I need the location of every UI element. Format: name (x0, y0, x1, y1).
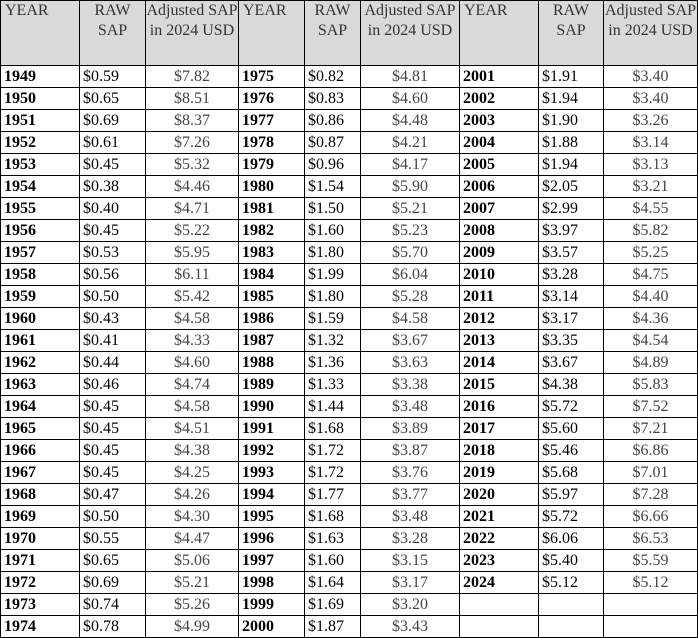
raw-sap-cell: $5.60 (539, 418, 604, 440)
year-cell: 1996 (239, 528, 305, 550)
header-adjusted-sap: Adjusted SAP in 2024 USD (361, 1, 460, 66)
raw-sap-cell: $3.57 (539, 242, 604, 264)
adjusted-sap-cell: $7.28 (604, 484, 698, 506)
raw-sap-cell: $0.78 (80, 616, 146, 638)
year-cell: 1966 (1, 440, 80, 462)
table-row (1, 616, 698, 638)
raw-sap-cell: $0.65 (80, 88, 146, 110)
raw-sap-cell: $0.45 (80, 154, 146, 176)
year-cell: 1963 (1, 374, 80, 396)
raw-sap-cell: $0.82 (305, 66, 361, 88)
raw-sap-cell: $1.94 (539, 154, 604, 176)
year-cell: 1994 (239, 484, 305, 506)
year-cell: 2023 (460, 550, 539, 572)
adjusted-sap-cell: $4.58 (146, 396, 239, 418)
raw-sap-cell (539, 594, 604, 616)
year-cell: 1956 (1, 220, 80, 242)
header-year: YEAR (239, 1, 305, 66)
adjusted-sap-cell: $5.25 (604, 242, 698, 264)
adjusted-sap-cell: $4.55 (604, 198, 698, 220)
year-cell: 2007 (460, 198, 539, 220)
raw-sap-cell: $4.38 (539, 374, 604, 396)
year-cell: 2008 (460, 220, 539, 242)
adjusted-sap-cell: $5.21 (361, 198, 460, 220)
table-row (1, 352, 698, 374)
raw-sap-cell: $2.99 (539, 198, 604, 220)
raw-sap-cell: $0.69 (80, 572, 146, 594)
raw-sap-cell: $1.99 (305, 264, 361, 286)
raw-sap-cell: $2.05 (539, 176, 604, 198)
adjusted-sap-cell: $4.54 (604, 330, 698, 352)
year-cell: 1961 (1, 330, 80, 352)
adjusted-sap-cell: $8.37 (146, 110, 239, 132)
raw-sap-cell: $0.74 (80, 594, 146, 616)
raw-sap-cell: $0.96 (305, 154, 361, 176)
raw-sap-cell: $0.45 (80, 396, 146, 418)
year-cell: 2022 (460, 528, 539, 550)
year-cell: 1971 (1, 550, 80, 572)
raw-sap-cell: $1.69 (305, 594, 361, 616)
raw-sap-cell: $0.45 (80, 220, 146, 242)
raw-sap-cell: $0.56 (80, 264, 146, 286)
raw-sap-cell: $3.97 (539, 220, 604, 242)
raw-sap-cell: $3.28 (539, 264, 604, 286)
adjusted-sap-cell: $3.48 (361, 396, 460, 418)
year-cell: 2014 (460, 352, 539, 374)
adjusted-sap-cell: $5.90 (361, 176, 460, 198)
adjusted-sap-cell: $3.26 (604, 110, 698, 132)
year-cell: 2016 (460, 396, 539, 418)
raw-sap-cell: $0.55 (80, 528, 146, 550)
raw-sap-cell: $1.54 (305, 176, 361, 198)
adjusted-sap-cell: $5.23 (361, 220, 460, 242)
year-cell: 1952 (1, 132, 80, 154)
raw-sap-cell: $1.68 (305, 506, 361, 528)
year-cell: 1967 (1, 462, 80, 484)
table-row (1, 286, 698, 308)
raw-sap-cell: $1.72 (305, 440, 361, 462)
year-cell: 1958 (1, 264, 80, 286)
raw-sap-cell: $1.80 (305, 242, 361, 264)
year-cell: 1977 (239, 110, 305, 132)
adjusted-sap-cell: $3.76 (361, 462, 460, 484)
raw-sap-cell: $0.59 (80, 66, 146, 88)
adjusted-sap-cell: $3.13 (604, 154, 698, 176)
adjusted-sap-cell: $5.59 (604, 550, 698, 572)
header-raw-sap: RAW SAP (305, 1, 361, 66)
raw-sap-cell: $0.44 (80, 352, 146, 374)
year-cell: 1989 (239, 374, 305, 396)
adjusted-sap-cell: $4.71 (146, 198, 239, 220)
year-cell: 1975 (239, 66, 305, 88)
raw-sap-cell: $3.17 (539, 308, 604, 330)
year-cell: 1969 (1, 506, 80, 528)
table-body (1, 66, 698, 638)
year-cell: 1979 (239, 154, 305, 176)
adjusted-sap-cell: $5.95 (146, 242, 239, 264)
raw-sap-cell: $0.50 (80, 506, 146, 528)
raw-sap-cell: $0.41 (80, 330, 146, 352)
adjusted-sap-cell: $3.67 (361, 330, 460, 352)
table-row (1, 242, 698, 264)
adjusted-sap-cell: $7.82 (146, 66, 239, 88)
year-cell: 1998 (239, 572, 305, 594)
year-cell: 2001 (460, 66, 539, 88)
adjusted-sap-cell: $3.40 (604, 88, 698, 110)
year-cell: 1970 (1, 528, 80, 550)
year-cell: 2015 (460, 374, 539, 396)
year-cell: 2006 (460, 176, 539, 198)
table-row (1, 308, 698, 330)
raw-sap-cell: $0.45 (80, 462, 146, 484)
year-cell: 1997 (239, 550, 305, 572)
year-cell: 1976 (239, 88, 305, 110)
adjusted-sap-cell: $6.11 (146, 264, 239, 286)
raw-sap-cell: $1.87 (305, 616, 361, 638)
adjusted-sap-cell: $5.28 (361, 286, 460, 308)
year-cell: 1953 (1, 154, 80, 176)
table-row (1, 572, 698, 594)
adjusted-sap-cell: $5.12 (604, 572, 698, 594)
raw-sap-cell: $0.86 (305, 110, 361, 132)
adjusted-sap-cell: $5.21 (146, 572, 239, 594)
year-cell: 1993 (239, 462, 305, 484)
raw-sap-cell: $0.53 (80, 242, 146, 264)
year-cell: 1978 (239, 132, 305, 154)
adjusted-sap-cell: $3.21 (604, 176, 698, 198)
adjusted-sap-cell: $5.82 (604, 220, 698, 242)
header-year: YEAR (1, 1, 80, 66)
year-cell: 2010 (460, 264, 539, 286)
table-row (1, 154, 698, 176)
raw-sap-cell: $5.46 (539, 440, 604, 462)
year-cell: 2000 (239, 616, 305, 638)
year-cell: 2011 (460, 286, 539, 308)
adjusted-sap-cell: $7.01 (604, 462, 698, 484)
adjusted-sap-cell: $3.63 (361, 352, 460, 374)
raw-sap-cell: $0.83 (305, 88, 361, 110)
raw-sap-cell: $1.60 (305, 220, 361, 242)
year-cell: 1972 (1, 572, 80, 594)
header-raw-sap: RAW SAP (539, 1, 604, 66)
adjusted-sap-cell: $4.58 (146, 308, 239, 330)
adjusted-sap-cell: $3.40 (604, 66, 698, 88)
year-cell: 1955 (1, 198, 80, 220)
adjusted-sap-cell: $4.40 (604, 286, 698, 308)
adjusted-sap-cell: $4.46 (146, 176, 239, 198)
adjusted-sap-cell: $4.58 (361, 308, 460, 330)
raw-sap-cell: $3.14 (539, 286, 604, 308)
adjusted-sap-cell: $4.74 (146, 374, 239, 396)
year-cell: 2003 (460, 110, 539, 132)
year-cell: 2002 (460, 88, 539, 110)
adjusted-sap-cell: $4.89 (604, 352, 698, 374)
raw-sap-cell: $1.72 (305, 462, 361, 484)
adjusted-sap-cell: $7.52 (604, 396, 698, 418)
year-cell: 1985 (239, 286, 305, 308)
year-cell: 1949 (1, 66, 80, 88)
adjusted-sap-cell: $6.04 (361, 264, 460, 286)
raw-sap-cell: $0.50 (80, 286, 146, 308)
year-cell: 1999 (239, 594, 305, 616)
raw-sap-cell: $1.63 (305, 528, 361, 550)
adjusted-sap-cell: $3.77 (361, 484, 460, 506)
table-row (1, 132, 698, 154)
adjusted-sap-cell: $4.25 (146, 462, 239, 484)
raw-sap-cell: $5.72 (539, 506, 604, 528)
adjusted-sap-cell: $5.42 (146, 286, 239, 308)
table-row (1, 176, 698, 198)
adjusted-sap-cell: $3.43 (361, 616, 460, 638)
adjusted-sap-cell: $4.26 (146, 484, 239, 506)
raw-sap-cell: $1.44 (305, 396, 361, 418)
table-row (1, 418, 698, 440)
year-cell: 1990 (239, 396, 305, 418)
adjusted-sap-cell: $3.28 (361, 528, 460, 550)
table-header (1, 1, 698, 66)
raw-sap-cell: $1.91 (539, 66, 604, 88)
table-row (1, 88, 698, 110)
year-cell: 1959 (1, 286, 80, 308)
year-cell: 1973 (1, 594, 80, 616)
adjusted-sap-cell: $7.21 (604, 418, 698, 440)
table-row (1, 220, 698, 242)
raw-sap-cell: $1.88 (539, 132, 604, 154)
adjusted-sap-cell: $4.33 (146, 330, 239, 352)
raw-sap-cell: $0.69 (80, 110, 146, 132)
raw-sap-cell: $1.68 (305, 418, 361, 440)
raw-sap-cell: $1.36 (305, 352, 361, 374)
raw-sap-cell: $0.87 (305, 132, 361, 154)
year-cell: 1957 (1, 242, 80, 264)
adjusted-sap-cell: $4.30 (146, 506, 239, 528)
raw-sap-cell: $1.94 (539, 88, 604, 110)
raw-sap-cell: $0.46 (80, 374, 146, 396)
raw-sap-cell: $1.60 (305, 550, 361, 572)
adjusted-sap-cell: $3.38 (361, 374, 460, 396)
adjusted-sap-cell: $3.17 (361, 572, 460, 594)
adjusted-sap-cell: $4.60 (146, 352, 239, 374)
adjusted-sap-cell: $4.48 (361, 110, 460, 132)
year-cell: 1995 (239, 506, 305, 528)
year-cell: 2013 (460, 330, 539, 352)
raw-sap-cell (539, 616, 604, 638)
year-cell: 1992 (239, 440, 305, 462)
raw-sap-cell: $5.40 (539, 550, 604, 572)
table-row (1, 528, 698, 550)
adjusted-sap-cell: $4.81 (361, 66, 460, 88)
adjusted-sap-cell (604, 616, 698, 638)
header-raw-sap: RAW SAP (80, 1, 146, 66)
year-cell: 2017 (460, 418, 539, 440)
raw-sap-cell: $0.40 (80, 198, 146, 220)
table-row (1, 440, 698, 462)
year-cell: 1980 (239, 176, 305, 198)
adjusted-sap-cell: $4.47 (146, 528, 239, 550)
adjusted-sap-cell: $4.17 (361, 154, 460, 176)
year-cell: 1984 (239, 264, 305, 286)
year-cell: 1983 (239, 242, 305, 264)
adjusted-sap-cell: $4.21 (361, 132, 460, 154)
adjusted-sap-cell: $6.66 (604, 506, 698, 528)
table-row (1, 110, 698, 132)
table-row (1, 264, 698, 286)
raw-sap-cell: $0.47 (80, 484, 146, 506)
adjusted-sap-cell: $4.99 (146, 616, 239, 638)
adjusted-sap-cell: $3.15 (361, 550, 460, 572)
adjusted-sap-cell: $5.70 (361, 242, 460, 264)
adjusted-sap-cell (604, 594, 698, 616)
raw-sap-cell: $0.61 (80, 132, 146, 154)
year-cell: 1974 (1, 616, 80, 638)
adjusted-sap-cell: $4.51 (146, 418, 239, 440)
adjusted-sap-cell: $5.22 (146, 220, 239, 242)
year-cell: 1991 (239, 418, 305, 440)
year-cell: 2024 (460, 572, 539, 594)
year-cell: 1987 (239, 330, 305, 352)
table-row (1, 462, 698, 484)
table-row (1, 484, 698, 506)
table-row (1, 198, 698, 220)
year-cell: 1954 (1, 176, 80, 198)
year-cell: 1965 (1, 418, 80, 440)
adjusted-sap-cell: $3.89 (361, 418, 460, 440)
table-row (1, 594, 698, 616)
year-cell (460, 616, 539, 638)
year-cell: 1968 (1, 484, 80, 506)
year-cell: 2018 (460, 440, 539, 462)
year-cell: 1988 (239, 352, 305, 374)
adjusted-sap-cell: $5.26 (146, 594, 239, 616)
raw-sap-cell: $1.50 (305, 198, 361, 220)
raw-sap-cell: $1.80 (305, 286, 361, 308)
year-cell: 2005 (460, 154, 539, 176)
adjusted-sap-cell: $8.51 (146, 88, 239, 110)
raw-sap-cell: $1.64 (305, 572, 361, 594)
adjusted-sap-cell: $5.32 (146, 154, 239, 176)
raw-sap-cell: $0.38 (80, 176, 146, 198)
year-cell: 2020 (460, 484, 539, 506)
adjusted-sap-cell: $3.48 (361, 506, 460, 528)
raw-sap-cell: $5.68 (539, 462, 604, 484)
raw-sap-cell: $1.33 (305, 374, 361, 396)
raw-sap-cell: $1.90 (539, 110, 604, 132)
year-cell: 1962 (1, 352, 80, 374)
year-cell: 1960 (1, 308, 80, 330)
adjusted-sap-cell: $3.14 (604, 132, 698, 154)
raw-sap-cell: $3.67 (539, 352, 604, 374)
year-cell: 2004 (460, 132, 539, 154)
raw-sap-cell: $0.45 (80, 440, 146, 462)
raw-sap-cell: $5.97 (539, 484, 604, 506)
adjusted-sap-cell: $6.86 (604, 440, 698, 462)
table-row (1, 506, 698, 528)
year-cell: 1964 (1, 396, 80, 418)
raw-sap-cell: $1.77 (305, 484, 361, 506)
adjusted-sap-cell: $6.53 (604, 528, 698, 550)
raw-sap-cell: $5.72 (539, 396, 604, 418)
table-row (1, 374, 698, 396)
adjusted-sap-cell: $5.83 (604, 374, 698, 396)
year-cell (460, 594, 539, 616)
raw-sap-cell: $0.65 (80, 550, 146, 572)
year-cell: 1950 (1, 88, 80, 110)
header-row (1, 1, 698, 66)
raw-sap-cell: $1.59 (305, 308, 361, 330)
table-row (1, 550, 698, 572)
raw-sap-cell: $5.12 (539, 572, 604, 594)
year-cell: 2019 (460, 462, 539, 484)
header-adjusted-sap: Adjusted SAP in 2024 USD (146, 1, 239, 66)
year-cell: 2012 (460, 308, 539, 330)
header-year: YEAR (460, 1, 539, 66)
year-cell: 1982 (239, 220, 305, 242)
raw-sap-cell: $0.45 (80, 418, 146, 440)
adjusted-sap-cell: $4.38 (146, 440, 239, 462)
raw-sap-cell: $3.35 (539, 330, 604, 352)
raw-sap-cell: $0.43 (80, 308, 146, 330)
year-cell: 2009 (460, 242, 539, 264)
table-row (1, 396, 698, 418)
raw-sap-cell: $1.32 (305, 330, 361, 352)
table-row (1, 66, 698, 88)
adjusted-sap-cell: $3.87 (361, 440, 460, 462)
year-cell: 1951 (1, 110, 80, 132)
year-cell: 1981 (239, 198, 305, 220)
adjusted-sap-cell: $7.26 (146, 132, 239, 154)
adjusted-sap-cell: $4.60 (361, 88, 460, 110)
year-cell: 2021 (460, 506, 539, 528)
header-adjusted-sap: Adjusted SAP in 2024 USD (604, 1, 698, 66)
year-cell: 1986 (239, 308, 305, 330)
adjusted-sap-cell: $5.06 (146, 550, 239, 572)
table-row (1, 330, 698, 352)
adjusted-sap-cell: $3.20 (361, 594, 460, 616)
adjusted-sap-cell: $4.36 (604, 308, 698, 330)
adjusted-sap-cell: $4.75 (604, 264, 698, 286)
raw-sap-cell: $6.06 (539, 528, 604, 550)
